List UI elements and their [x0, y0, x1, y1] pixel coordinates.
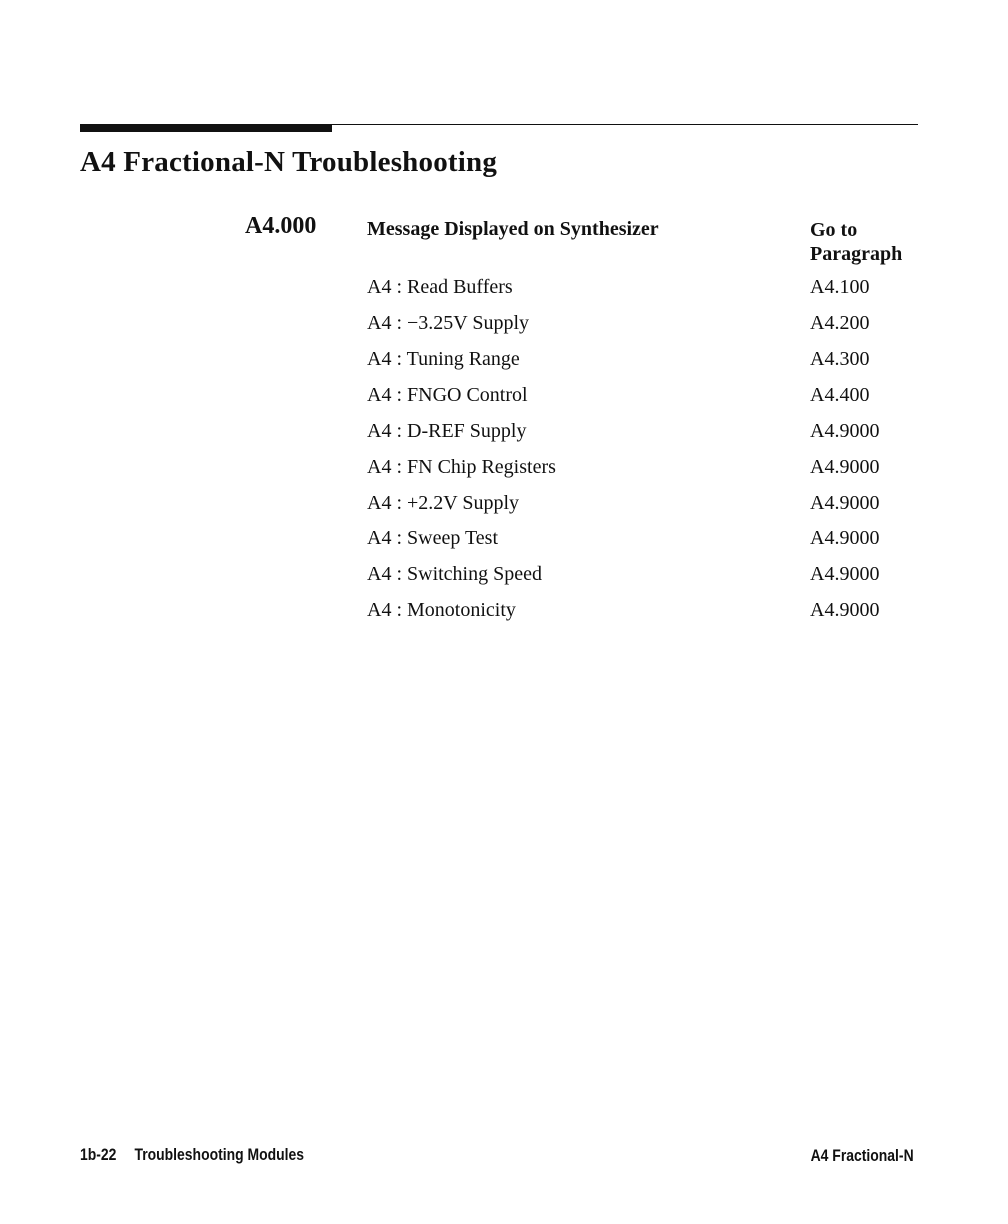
table-row [0, 456, 1008, 486]
message-cell: A4 : FN Chip Registers [367, 456, 556, 478]
paragraph-cell: A4.9000 [810, 420, 880, 442]
column-header-message: Message Displayed on Synthesizer [367, 218, 659, 240]
table-row [0, 348, 1008, 378]
footer-section-name: A4 Fractional-N [810, 1146, 914, 1165]
section-number: A4.000 [245, 213, 317, 239]
page-title: A4 Fractional-N Troubleshooting [80, 146, 498, 178]
column-header-goto-line2: Paragraph [810, 243, 903, 265]
footer-left [80, 1145, 304, 1165]
table-row [0, 384, 1008, 414]
paragraph-cell: A4.9000 [810, 563, 880, 585]
footer-chapter: Troubleshooting Modules [134, 1145, 305, 1164]
table-row [0, 492, 1008, 522]
table-row [0, 276, 1008, 306]
paragraph-cell: A4.9000 [810, 599, 880, 621]
paragraph-cell: A4.9000 [810, 527, 880, 549]
message-cell: A4 : Sweep Test [367, 527, 498, 549]
table-row [0, 599, 1008, 629]
paragraph-cell: A4.200 [810, 312, 870, 334]
paragraph-cell: A4.300 [810, 348, 870, 370]
column-header-goto [810, 218, 902, 266]
message-cell: A4 : −3.25V Supply [367, 312, 530, 334]
message-cell: A4 : D-REF Supply [367, 420, 527, 442]
table-row [0, 563, 1008, 593]
message-cell: A4 : +2.2V Supply [367, 492, 520, 514]
message-cell: A4 : Tuning Range [367, 348, 520, 370]
message-cell: A4 : Switching Speed [367, 563, 542, 585]
paragraph-cell: A4.9000 [810, 456, 880, 478]
footer-page-number: 1b-22 [80, 1145, 117, 1164]
paragraph-cell: A4.100 [810, 276, 870, 298]
message-cell: A4 : Monotonicity [367, 599, 516, 621]
table-row [0, 312, 1008, 342]
table-row [0, 527, 1008, 557]
paragraph-cell: A4.9000 [810, 492, 880, 514]
message-cell: A4 : FNGO Control [367, 384, 528, 406]
column-header-goto-line1: Go to [810, 219, 858, 241]
header-rule-thick [80, 124, 332, 132]
paragraph-cell: A4.400 [810, 384, 870, 406]
table-row [0, 420, 1008, 450]
message-cell: A4 : Read Buffers [367, 276, 513, 298]
